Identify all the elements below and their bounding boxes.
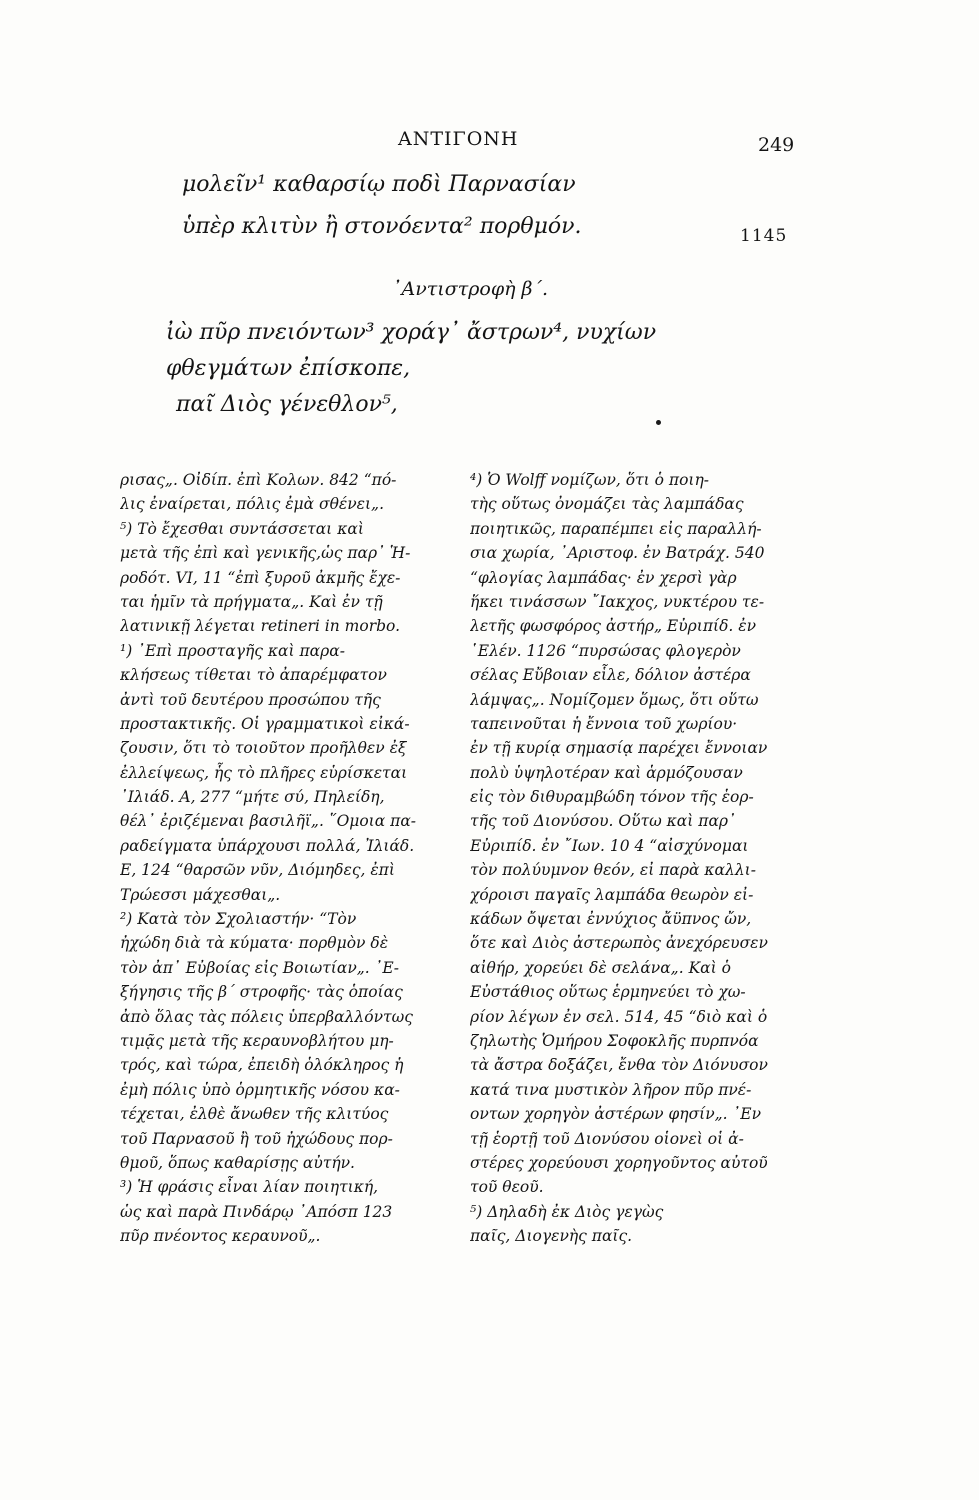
footnote-line: ροδότ. VI, 11 “ἐπὶ ξυροῦ ἀκμῆς ἔχε- [120, 568, 401, 587]
verse-line: ἰὼ πῦρ πνειόντων³ χοράγ᾽ ἄστρων⁴, νυχίων [166, 320, 657, 345]
footnote-line: τὰ ἄστρα δοξάζει, ἔνθα τὸν Διόνυσον [470, 1056, 768, 1075]
footnote-line: θμοῦ, ὅπως καθαρίσῃς αὐτήν. [120, 1153, 355, 1172]
footnote-line: ζουσιν, ὅτι τὸ τοιοῦτον προῆλθεν ἐξ [120, 739, 407, 758]
page-number: 249 [758, 134, 795, 156]
footnote-line: κάδων ὄψεται ἐννύχιος ἄϋπνος ὤν, [470, 910, 752, 929]
footnote-line: τέχεται, ἐλθὲ ἄνωθεν τῆς κλιτύος [120, 1105, 389, 1124]
footnote-line: τῇ ἑορτῇ τοῦ Διονύσου οἱονεὶ οἱ ἀ- [470, 1129, 744, 1148]
footnote-line: κλήσεως τίθεται τὸ ἀπαρέμφατον [120, 666, 387, 685]
footnote-line: προστακτικῆς. Οἱ γραμματικοὶ εἰκά- [120, 714, 410, 733]
footnote-line: Ε, 124 “θαρσῶν νῦν, Διόμηδες, ἐπὶ [120, 861, 395, 880]
footnote-line: “φλογίας λαμπάδας· ἐν χερσὶ γὰρ [470, 568, 737, 587]
footnotes-left-column [120, 468, 442, 1249]
footnote-line: λετῆς φωσφόρος ἀστήρ„ Εὐριπίδ. ἐν [470, 617, 757, 636]
footnote-line: στέρες χορεύουσι χορηγοῦντος αὐτοῦ [470, 1153, 768, 1172]
verse-line: παῖ Διὸς γένεθλον⁵, [176, 392, 398, 417]
footnote-line: ὡς καὶ παρὰ Πινδάρῳ ᾽Απόσπ 123 [120, 1202, 393, 1221]
footnote-line: ²) Κατὰ τὸν Σχολιαστήν· “Τὸν [120, 910, 357, 929]
footnote-line: ἐν τῇ κυρίᾳ σημασίᾳ παρέχει ἔννοιαν [470, 739, 768, 758]
footnote-line: πῦρ πνέοντος κεραυνοῦ„. [120, 1227, 321, 1246]
footnote-line: ἥκει τινάσσων ῎Ιακχος, νυκτέρου τε- [470, 592, 765, 611]
footnote-line: οντων χορηγὸν ἀστέρων φησίν„. ᾽Εν [470, 1105, 762, 1124]
footnote-line: τὸν ἀπ᾽ Εὐβοίας εἰς Βοιωτίαν„. ᾽Ε- [120, 958, 399, 977]
footnote-line: ἀντὶ τοῦ δευτέρου προσώπου τῆς [120, 690, 381, 709]
footnote-line: Εὐριπίδ. ἐν ῎Ιων. 10 4 “αἰσχύνομαι [470, 836, 749, 855]
footnote-line: ταπεινοῦται ἡ ἔννοια τοῦ χωρίου· [470, 714, 738, 733]
verse-number: 1145 [740, 226, 788, 246]
footnote-line: ῾Ελέν. 1126 “πυρσώσας φλογερὸν [470, 641, 741, 660]
footnote-line: τρός, καὶ τώρα, ἐπειδὴ ὁλόκληρος ἡ [120, 1056, 404, 1075]
footnote-line: κατά τινα μυστικὸν λῆρον πῦρ πνέ- [470, 1080, 752, 1099]
footnote-line: εἰς τὸν διθυραμβώδη τόνον τῆς ἑορ- [470, 788, 754, 807]
ink-speck [656, 420, 661, 425]
footnote-line: λάμψας„. Νομίζομεν ὅμως, ὅτι οὕτω [470, 690, 759, 709]
footnote-line: ἀπὸ ὅλας τὰς πόλεις ὑπερβαλλόντως [120, 1007, 413, 1026]
footnote-line: ται ἡμῖν τὰ πρήγματα„. Καὶ ἐν τῇ [120, 592, 383, 611]
footnote-line: ᾽Ιλιάδ. Α, 277 “μήτε σύ, Πηλείδη, [120, 788, 385, 807]
footnote-line: τὸν πολύυμνον θεόν, εἰ παρὰ καλλι- [470, 861, 756, 880]
footnote-line: ρισας„. Οἰδίπ. ἐπὶ Κολων. 842 “πό- [120, 471, 397, 489]
footnote-line: ⁵) Δηλαδὴ ἐκ Διὸς γεγὼς [470, 1202, 664, 1221]
running-title: ΑΝΤΙΓΟΝΗ [398, 128, 519, 150]
footnote-line: τοῦ θεοῦ. [470, 1178, 544, 1197]
footnote-line: ξήγησις τῆς β΄ στροφῆς· τὰς ὁποίας [120, 983, 403, 1002]
footnote-line: σια χωρία, ᾽Αριστοφ. ἐν Βατράχ. 540 [470, 544, 765, 563]
footnote-line: ἠχώδη διὰ τὰ κύματα· πορθμὸν δὲ [120, 934, 389, 953]
footnote-line: ¹) ᾽Επὶ προσταγῆς καὶ παρα- [120, 641, 345, 660]
footnote-line: τὴς οὕτως ὀνομάζει τὰς λαμπάδας [470, 495, 744, 514]
footnote-line: ἐμὴ πόλις ὑπὸ ὁρμητικῆς νόσου κα- [120, 1080, 400, 1099]
footnote-line: ³) Ἡ φράσις εἶναι λίαν ποιητική, [120, 1178, 379, 1197]
footnotes-right-column [470, 468, 800, 1249]
footnote-line: τιμᾷς μετὰ τῆς κεραυνοβλήτου μη- [120, 1031, 394, 1050]
footnote-line: ⁴) Ὁ Wolff νομίζων, ὅτι ὁ ποιη- [470, 471, 710, 489]
section-title: ᾽Αντιστροφὴ β΄. [392, 278, 549, 300]
footnote-line: ἐλλείψεως, ἧς τὸ πλῆρες εὑρίσκεται [120, 763, 408, 782]
footnote-line: Τρώεσσι μάχεσθαι„. [120, 885, 281, 904]
footnote-line: ⁵) Τὸ ἔχεσθαι συντάσσεται καὶ [120, 519, 364, 538]
footnote-line: Εὐστάθιος οὕτως ἑρμηνεύει τὸ χω- [470, 983, 746, 1002]
verse-line: μολεῖν¹ καθαρσίῳ ποδὶ Παρνασίαν [182, 172, 576, 197]
footnote-line: τῆς τοῦ Διονύσου. Οὕτω καὶ παρ᾽ [470, 812, 736, 831]
footnote-line: λατινικῇ λέγεται retineri in morbo. [120, 617, 401, 636]
footnote-line: ρίον λέγων ἐν σελ. 514, 45 “διὸ καὶ ὁ [470, 1007, 768, 1026]
verse-line: ὑπὲρ κλιτὺν ἢ στονόεντα² πορθμόν. [182, 214, 582, 239]
footnote-line: τοῦ Παρνασοῦ ἢ τοῦ ἠχώδους πορ- [120, 1129, 393, 1148]
footnote-line: λις ἐναίρεται, πόλις ἐμὰ σθένει„. [120, 495, 385, 514]
footnote-line: μετὰ τῆς ἐπὶ καὶ γενικῆς,ὡς παρ᾽ Ἡ- [120, 544, 411, 563]
footnote-line: παῖς, Διογενὴς παῖς. [470, 1227, 633, 1246]
footnote-line: θέλ᾽ ἐριζέμεναι βασιλῆϊ„. ῞Ομοια πα- [120, 812, 417, 831]
footnote-line: χόροισι παγαῖς λαμπάδα θεωρὸν εἰ- [470, 885, 754, 904]
footnote-line: ποιητικῶς, παραπέμπει εἰς παραλλή- [470, 519, 762, 538]
footnote-line: ζηλωτὴς Ὁμήρου Σοφοκλῆς πυρπνόα [470, 1031, 759, 1050]
footnote-line: σέλας Εὔβοιαν εἷλε, δόλιον ἀστέρα [470, 666, 751, 685]
footnote-line: αἰθήρ, χορεύει δὲ σελάνα„. Καὶ ὁ [470, 958, 731, 977]
footnote-line: πολὺ ὑψηλοτέραν καὶ ἁρμόζουσαν [470, 763, 743, 782]
verse-line: φθεγμάτων ἐπίσκοπε, [166, 356, 411, 381]
footnote-line: ραδείγματα ὑπάρχουσι πολλά, Ἰλιάδ. [120, 836, 415, 855]
footnote-line: ὅτε καὶ Διὸς ἀστερωπὸς ἀνεχόρευσεν [470, 934, 768, 953]
